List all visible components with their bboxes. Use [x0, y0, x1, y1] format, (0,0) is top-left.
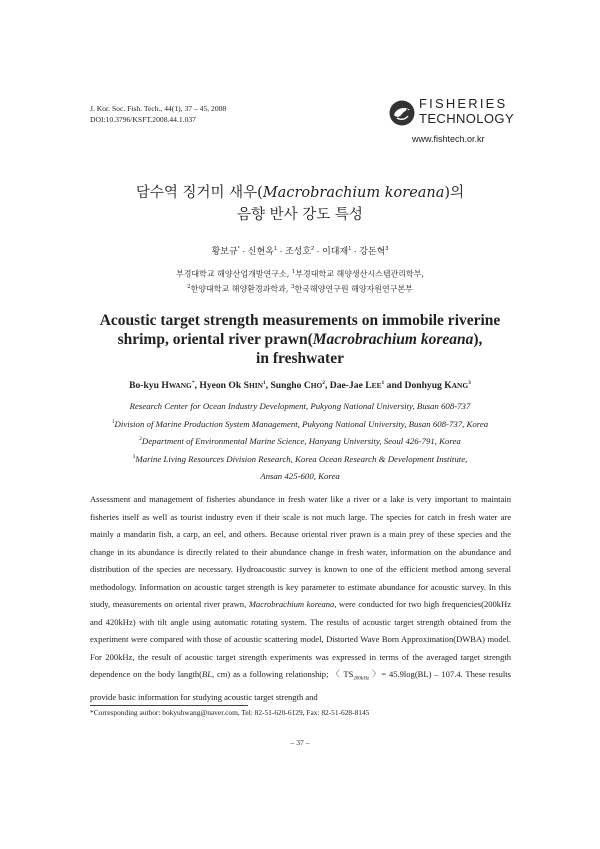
korean-author: 조성호	[284, 246, 312, 256]
journal-url-link[interactable]: www.fishtech.or.kr	[412, 134, 485, 144]
english-author: Dae-Jae LEE$^1$	[329, 380, 385, 392]
korean-title-line1: 담수역 징거미 새우(Macrobrachium koreana)의	[135, 185, 465, 201]
journal-citation: J. Kor. Soc. Fish. Tech., 44(1), 37 – 45, 2008	[90, 104, 227, 113]
footnote-divider	[90, 705, 248, 706]
abstract: Assessment and management of fisheries abundance in fresh water like a river or a lake is very important to maintain fisheries itself as well as tourist industry even if their scale is not much large. The species for catch in fresh water are mainly a mandarin fish, a carp, an eel, and others. Because oriental river prawn is a main prey of these species and the change in its abundance is directly related to their abundance change in fresh water, information on the abundance and distribution of the species are necessary. Hydroacoustic survey is known to one of the efficient method among several methodology. Information on acoustic target strength is key parameter to estimate abundance for acoustic survey. In this study, measurements on oriental river prawn, Macrobrachium koreana, were conducted for two high frequencies(200kHz and 420kHz) with tilt angle using automatic rotating system. The results of acoustic target strength obtained from the experiment were compared with those of acoustic scattering model, Distorted Wave Born Approximation(DWBA) model. For 200kHz, the result of acoustic target strength experiments was expressed in terms of the averaged target strength dependence on the body langth(BL, cm) as a following relationship; 〈 $TS_{200kHz}$ 〉= 45.9log(BL) – 107.4. These results provide basic information for studying acoustic target strength and	[90, 494, 511, 702]
english-author: Bo-kyu HWANG*	[129, 380, 195, 392]
korean-author: 황보규	[211, 246, 238, 256]
english-affiliation: $^2$Department of Environmental Marine Science, Hanyang University, Seoul 426-791, Korea	[139, 435, 461, 446]
english-affiliation: Ansan 425-600, Korea	[260, 470, 340, 481]
journal-logo	[388, 96, 513, 156]
english-title	[0, 311, 600, 368]
english-title-line1: Acoustic target strength measurements on immobile riverine	[99, 312, 501, 329]
korean-title-line2: 음향 반사 강도 특성	[237, 207, 363, 223]
journal-doi: DOI:10.3796/KSFT.2008.44.1.037	[90, 115, 196, 124]
english-title-line2: shrimp, oriental river prawn(Macrobrachium koreana),	[117, 331, 483, 348]
korean-authors: 황보규* · 신현옥$^1$ · 조성호$^2$ · 이대재$^1$ · 강돈혁$^3$	[211, 246, 389, 256]
english-authors: Bo-kyu HWANG*, Hyeon Ok SHIN$^1$, Sungho CHO$^2$, Dae-Jae LEE$^1$ and Donhyug KANG$^3$	[129, 380, 471, 392]
logo-text-line1: FISHERIES	[419, 96, 508, 111]
korean-author: 이대재	[322, 246, 349, 256]
english-affiliation: $^1$Division of Marine Production System Management, Pukyong National University, Busan 608-737, Korea	[111, 418, 489, 429]
korean-affiliation-line1: 부경대학교 해양산업개발연구소, $^1$부경대학교 해양생산시스템관리학부,	[175, 269, 425, 279]
english-author: Hyeon Ok SHIN$^1$	[199, 380, 266, 392]
korean-affiliation-line2: $^2$한양대학교 해양환경과학과, $^3$한국해양연구원 해양자원연구본부	[187, 283, 413, 294]
korean-title	[0, 182, 600, 226]
shrimp-emblem-icon	[388, 99, 416, 127]
korean-affiliations	[0, 266, 600, 295]
korean-author: 강돈혁	[359, 246, 386, 256]
english-affiliations	[0, 397, 600, 485]
english-author: Donhyug KANG$^3$	[404, 380, 471, 392]
english-author: Sungho CHO$^2$	[270, 380, 325, 392]
korean-author: 신현옥	[247, 246, 274, 256]
english-affiliation: Research Center for Ocean Industry Development, Pukyong National University, Busan 608-737	[129, 400, 471, 411]
journal-info	[90, 103, 226, 125]
english-affiliation: $^3$Marine Living Resources Division Research, Korea Ocean Research & Development Institute,	[132, 453, 468, 464]
english-title-line3: in freshwater	[256, 350, 344, 367]
page-number: – 37 –	[290, 738, 310, 747]
logo-text-line2: TECHNOLOGY	[419, 111, 515, 126]
corresponding-author-footnote: *Corresponding author: bokyuhwang@naver.com, Tel: 82-51-620-6129, Fax: 82-51-628-8145	[90, 708, 370, 717]
